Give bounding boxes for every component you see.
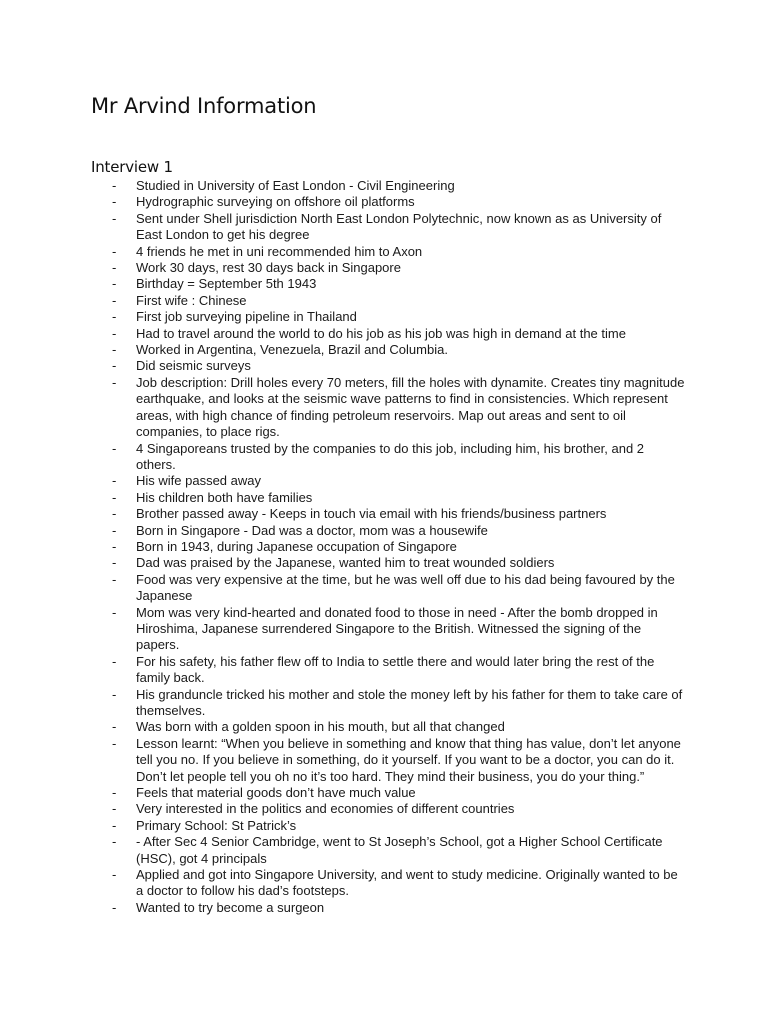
list-item-text: Wanted to try become a surgeon (136, 899, 325, 915)
interview-1-bullet-list (112, 178, 687, 916)
bullet-marker: - (112, 604, 117, 620)
bullet-marker: - (112, 555, 117, 571)
bullet-marker: - (112, 506, 117, 522)
list-item-text: Mom was very kind-hearted and donated food to those in need - After the bomb dropped in Hiroshima, Japanese surrendered Singapore to the British. Witnessed the signing of the papers. (136, 604, 658, 653)
list-item (112, 441, 687, 474)
bullet-marker: - (112, 785, 117, 801)
bullet-marker: - (112, 243, 117, 259)
bullet-marker: - (112, 309, 117, 325)
list-item (112, 818, 687, 834)
list-item (112, 834, 687, 867)
list-item-text: Born in Singapore - Dad was a doctor, mom was a housewife (136, 522, 488, 538)
list-item (112, 654, 687, 687)
list-item (112, 785, 687, 801)
list-item-text: Applied and got into Singapore University, and went to study medicine. Originally wanted to be a doctor to follow his dad’s footsteps. (136, 867, 678, 899)
list-item-text: Was born with a golden spoon in his mouth, but all that changed (136, 719, 505, 735)
list-item (112, 719, 687, 735)
bullet-marker: - (112, 653, 117, 669)
list-item-text: Born in 1943, during Japanese occupation of Singapore (136, 538, 457, 554)
list-item-text: 4 friends he met in uni recommended him to Axon (136, 243, 423, 259)
bullet-marker: - (112, 801, 117, 817)
list-item (112, 900, 687, 916)
list-item-text: His granduncle tricked his mother and stole the money left by his father for them to take care of themselves. (136, 686, 683, 718)
list-item (112, 572, 687, 605)
list-item-text: First wife : Chinese (136, 292, 247, 308)
list-item (112, 326, 687, 342)
list-item-text: Dad was praised by the Japanese, wanted him to treat wounded soldiers (136, 555, 555, 571)
list-item (112, 342, 687, 358)
bullet-marker: - (112, 522, 117, 538)
list-item-text: 4 Singaporeans trusted by the companies to do this job, including him, his brother, and 2 others. (136, 440, 645, 472)
bullet-marker: - (112, 342, 117, 358)
list-item (112, 309, 687, 325)
bullet-marker: - (112, 325, 117, 341)
list-item-text: Very interested in the politics and economies of different countries (136, 801, 515, 817)
bullet-marker: - (112, 867, 117, 883)
bullet-marker: - (112, 440, 117, 456)
list-item (112, 293, 687, 309)
list-item-text: His wife passed away (136, 473, 261, 489)
bullet-marker: - (112, 817, 117, 833)
list-item (112, 375, 687, 441)
list-item (112, 867, 687, 900)
list-item (112, 555, 687, 571)
document-title: Mr Arvind Information (91, 94, 317, 118)
list-item (112, 523, 687, 539)
list-item-text: Birthday = September 5th 1943 (136, 276, 317, 292)
list-item (112, 276, 687, 292)
list-item-text: For his safety, his father flew off to India to settle there and would later bring the rest of the family back. (136, 653, 655, 686)
list-item-text: Work 30 days, rest 30 days back in Singapore (136, 260, 401, 276)
list-item-text: Had to travel around the world to do his job as his job was high in demand at the time (136, 325, 626, 341)
list-item-text: Hydrographic surveying on offshore oil platforms (136, 194, 415, 210)
bullet-marker: - (112, 538, 117, 554)
bullet-marker: - (112, 260, 117, 276)
list-item (112, 194, 687, 210)
list-item-text: Brother passed away - Keeps in touch via email with his friends/business partners (136, 506, 607, 522)
bullet-marker: - (112, 276, 117, 292)
bullet-marker: - (112, 719, 117, 735)
bullet-marker: - (112, 210, 117, 226)
bullet-marker: - (112, 194, 117, 210)
bullet-marker: - (112, 292, 117, 308)
list-item-text: His children both have families (136, 489, 313, 505)
list-item (112, 260, 687, 276)
list-item-text: Food was very expensive at the time, but he was well off due to his dad being favoured by the Japanese (136, 571, 675, 604)
section-heading-interview-1: Interview 1 (91, 158, 173, 176)
list-item-text: Job description: Drill holes every 70 meters, fill the holes with dynamite. Creates tiny magnitude earthquake, and looks at the seismic wave patterns to find in consistencies. Which represent areas, with high chance of finding petroleum reservoirs. Map out areas and sent to oil companies, to place rigs. (136, 374, 685, 440)
list-item (112, 687, 687, 720)
list-item-text: Primary School: St Patrick’s (136, 817, 297, 833)
list-item (112, 473, 687, 489)
list-item (112, 506, 687, 522)
list-item-text: Did seismic surveys (136, 358, 251, 374)
list-item-text: Feels that material goods don’t have much value (136, 785, 416, 801)
bullet-marker: - (112, 358, 117, 374)
list-item-text: First job surveying pipeline in Thailand (136, 309, 357, 325)
list-item (112, 358, 687, 374)
list-item (112, 539, 687, 555)
list-item-text: Sent under Shell jurisdiction North East London Polytechnic, now known as as University of East London to get his degree (136, 210, 662, 243)
bullet-marker: - (112, 735, 117, 751)
bullet-marker: - (112, 834, 117, 850)
list-item-text: Studied in University of East London - Civil Engineering (136, 178, 455, 193)
list-item-text: Lesson learnt: “When you believe in something and know that thing has value, don’t let anyone tell you no. If you believe in something, do it yourself. If you want to be a doctor, you can do it. Don’t let people tell you oh no it’s too hard. They mind their business, you do your thing.” (136, 735, 681, 784)
list-item (112, 244, 687, 260)
bullet-marker: - (112, 686, 117, 702)
list-item (112, 605, 687, 654)
bullet-marker: - (112, 571, 117, 587)
bullet-marker: - (112, 178, 117, 193)
list-item (112, 801, 687, 817)
list-item-text: - After Sec 4 Senior Cambridge, went to St Joseph’s School, got a Higher School Certificate (HSC), got 4 principals (136, 834, 663, 866)
bullet-marker: - (112, 473, 117, 489)
list-item (112, 178, 687, 194)
list-item (112, 490, 687, 506)
list-item-text: Worked in Argentina, Venezuela, Brazil and Columbia. (136, 342, 448, 358)
bullet-marker: - (112, 489, 117, 505)
list-item (112, 736, 687, 785)
list-item (112, 211, 687, 244)
bullet-marker: - (112, 374, 117, 390)
bullet-marker: - (112, 899, 117, 915)
